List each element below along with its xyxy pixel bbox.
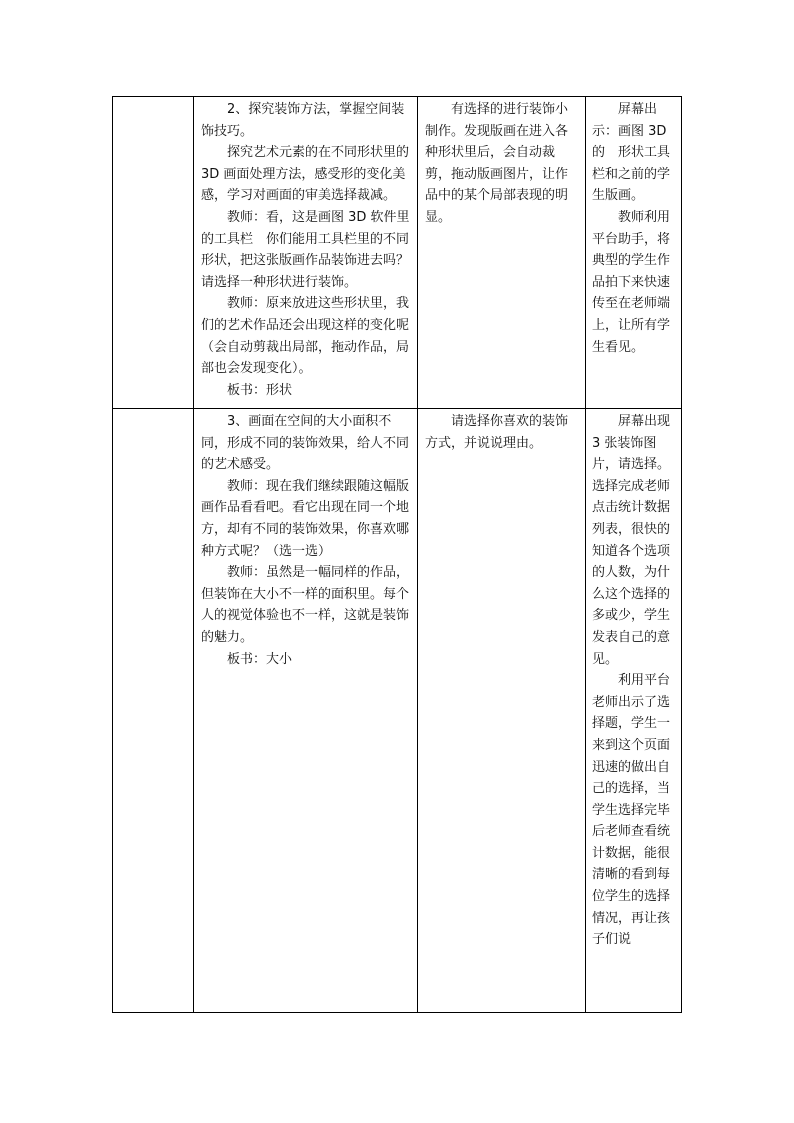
intent-paragraph: 屏幕出示：画图 3D 的 形状工具栏和之前的学生版画。 (592, 102, 671, 204)
table-row (113, 409, 682, 1013)
intent-paragraph: 教师利用平台助手，将典型的学生作品拍下来快速传至在老师端上，让所有学生看见。 (592, 209, 671, 355)
activity-paragraph: 请选择你喜欢的装饰方式，并说说理由。 (425, 414, 569, 451)
design-intent-cell (586, 97, 682, 409)
student-activity-cell (418, 409, 586, 1013)
process-paragraph: 探究艺术元素的在不同形状里的 3D 画面处理方法，感受形的变化美感，学习对画面的审美选择裁减。 (201, 145, 410, 204)
lesson-plan-table (112, 96, 682, 1013)
table-row (113, 97, 682, 409)
process-paragraph: 教师：现在我们继续跟随这幅版画作品看看吧。看它出现在同一个地方，却有不同的装饰效果，你喜欢哪种方式呢？（选一选） (201, 478, 410, 559)
design-intent-cell (586, 409, 682, 1013)
teaching-process-cell (194, 409, 418, 1013)
teaching-process-cell (194, 97, 418, 409)
process-heading: 3、画面在空间的大小面积不同，形成不同的装饰效果，给人不同的艺术感受。 (201, 414, 410, 473)
process-paragraph: 教师：看，这是画图 3D 软件里的工具栏 你们能用工具栏里的不同形状，把这张版画作品装饰进去吗？请选择一种形状进行装饰。 (201, 209, 410, 290)
intent-paragraph: 利用平台老师出示了选择题，学生一来到这个页面迅速的做出自己的选择，当学生选择完毕后老师查看统计数据，能很清晰的看到每位学生的选择情况，再让孩子们说 (592, 673, 671, 948)
section-cell (113, 409, 194, 1013)
process-heading: 2、探究装饰方法，掌握空间装饰技巧。 (201, 102, 405, 139)
process-paragraph: 教师：虽然是一幅同样的作品，但装饰在大小不一样的面积里。每个人的视觉体验也不一样，这就是装饰的魅力。 (201, 565, 410, 645)
section-cell (113, 97, 194, 409)
intent-paragraph: 屏幕出现 3 张装饰图片，请选择。选择完成老师点击统计数据列表，很快的知道各个选项的人数，为什么这个选择的多或少，学生发表自己的意见。 (592, 414, 671, 667)
blackboard-note: 板书：大小 (227, 651, 293, 667)
blackboard-note: 板书：形状 (227, 382, 293, 398)
process-paragraph: 教师：原来放进这些形状里，我们的艺术作品还会出现这样的变化呢（会自动剪裁出局部，拖动作品，局部也会发现变化）。 (201, 296, 410, 377)
student-activity-cell (418, 97, 586, 409)
activity-paragraph: 有选择的进行装饰小制作。发现版画在进入各种形状里后，会自动裁剪，拖动版画图片，让作品中的某个局部表现的明显。 (425, 102, 569, 225)
